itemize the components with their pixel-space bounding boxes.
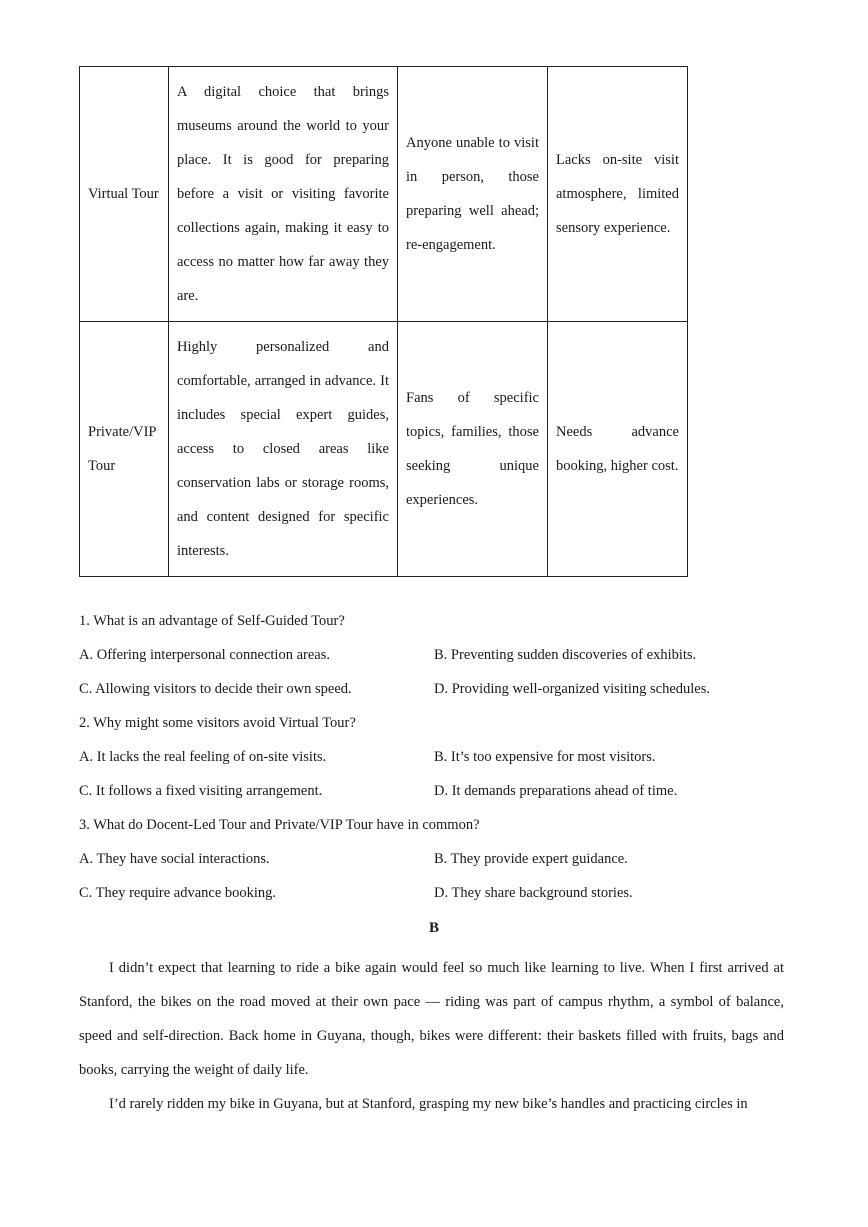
option-d: D. It demands preparations ahead of time. [434, 783, 678, 799]
option-row [79, 678, 799, 712]
option-a: A. They have social interactions. [79, 851, 270, 867]
tour-name-cell: Virtual Tour [80, 67, 169, 322]
option-c: C. They require advance booking. [79, 885, 277, 901]
tour-name-cell: Private/VIP Tour [80, 322, 169, 577]
tour-drawbacks-cell: Lacks on-site visit atmosphere, limited sensory experience. [548, 67, 688, 322]
option-row [79, 746, 799, 780]
option-row [79, 882, 799, 916]
option-a: A. Offering interpersonal connection areas. [79, 647, 330, 663]
tour-comparison-table [79, 66, 688, 577]
reading-passage [79, 951, 784, 1121]
question-stem: 1. What is an advantage of Self-Guided Tour? [79, 613, 345, 629]
option-c: C. Allowing visitors to decide their own speed. [79, 681, 352, 697]
question-stem: 3. What do Docent-Led Tour and Private/VIP Tour have in common? [79, 817, 480, 833]
option-a: A. It lacks the real feeling of on-site visits. [79, 749, 327, 765]
option-d: D. Providing well-organized visiting schedules. [434, 681, 710, 697]
option-b: B. Preventing sudden discoveries of exhibits. [434, 647, 697, 663]
passage-paragraph: I didn’t expect that learning to ride a bike again would feel so much like learning to live. When I first arrived at Stanford, the bikes on the road moved at their own pace — riding was part of campus rhythm, a symbol of balance, speed and self-direction. Back home in Guyana, though, bikes were different: their baskets filled with fruits, bags and books, carrying the weight of daily life. [79, 960, 784, 1078]
table-row [80, 322, 688, 577]
option-row [79, 644, 799, 678]
question-list [79, 610, 799, 916]
table-row [80, 67, 688, 322]
question-stem: 2. Why might some visitors avoid Virtual Tour? [79, 715, 356, 731]
tour-audience-cell: Fans of specific topics, families, those seeking unique experiences. [398, 322, 548, 577]
option-b: B. They provide expert guidance. [434, 851, 628, 867]
tour-description-cell: A digital choice that brings museums around the world to your place. It is good for preparing before a visit or visiting favorite collections again, making it easy to access no matter how far away they are. [169, 67, 398, 322]
option-row [79, 848, 799, 882]
tour-drawbacks-cell: Needs advance booking, higher cost. [548, 322, 688, 577]
option-row [79, 780, 799, 814]
section-heading: B [428, 920, 439, 936]
option-d: D. They share background stories. [434, 885, 633, 901]
option-b: B. It’s too expensive for most visitors. [434, 749, 656, 765]
tour-audience-cell: Anyone unable to visit in person, those preparing well ahead; re-engagement. [398, 67, 548, 322]
option-c: C. It follows a fixed visiting arrangement. [79, 783, 323, 799]
passage-paragraph: I’d rarely ridden my bike in Guyana, but at Stanford, grasping my new bike’s handles and practicing circles in [109, 1096, 748, 1112]
tour-description-cell: Highly personalized and comfortable, arranged in advance. It includes special expert guides, access to closed areas like conservation labs or storage rooms, and content designed for specific interests. [169, 322, 398, 577]
